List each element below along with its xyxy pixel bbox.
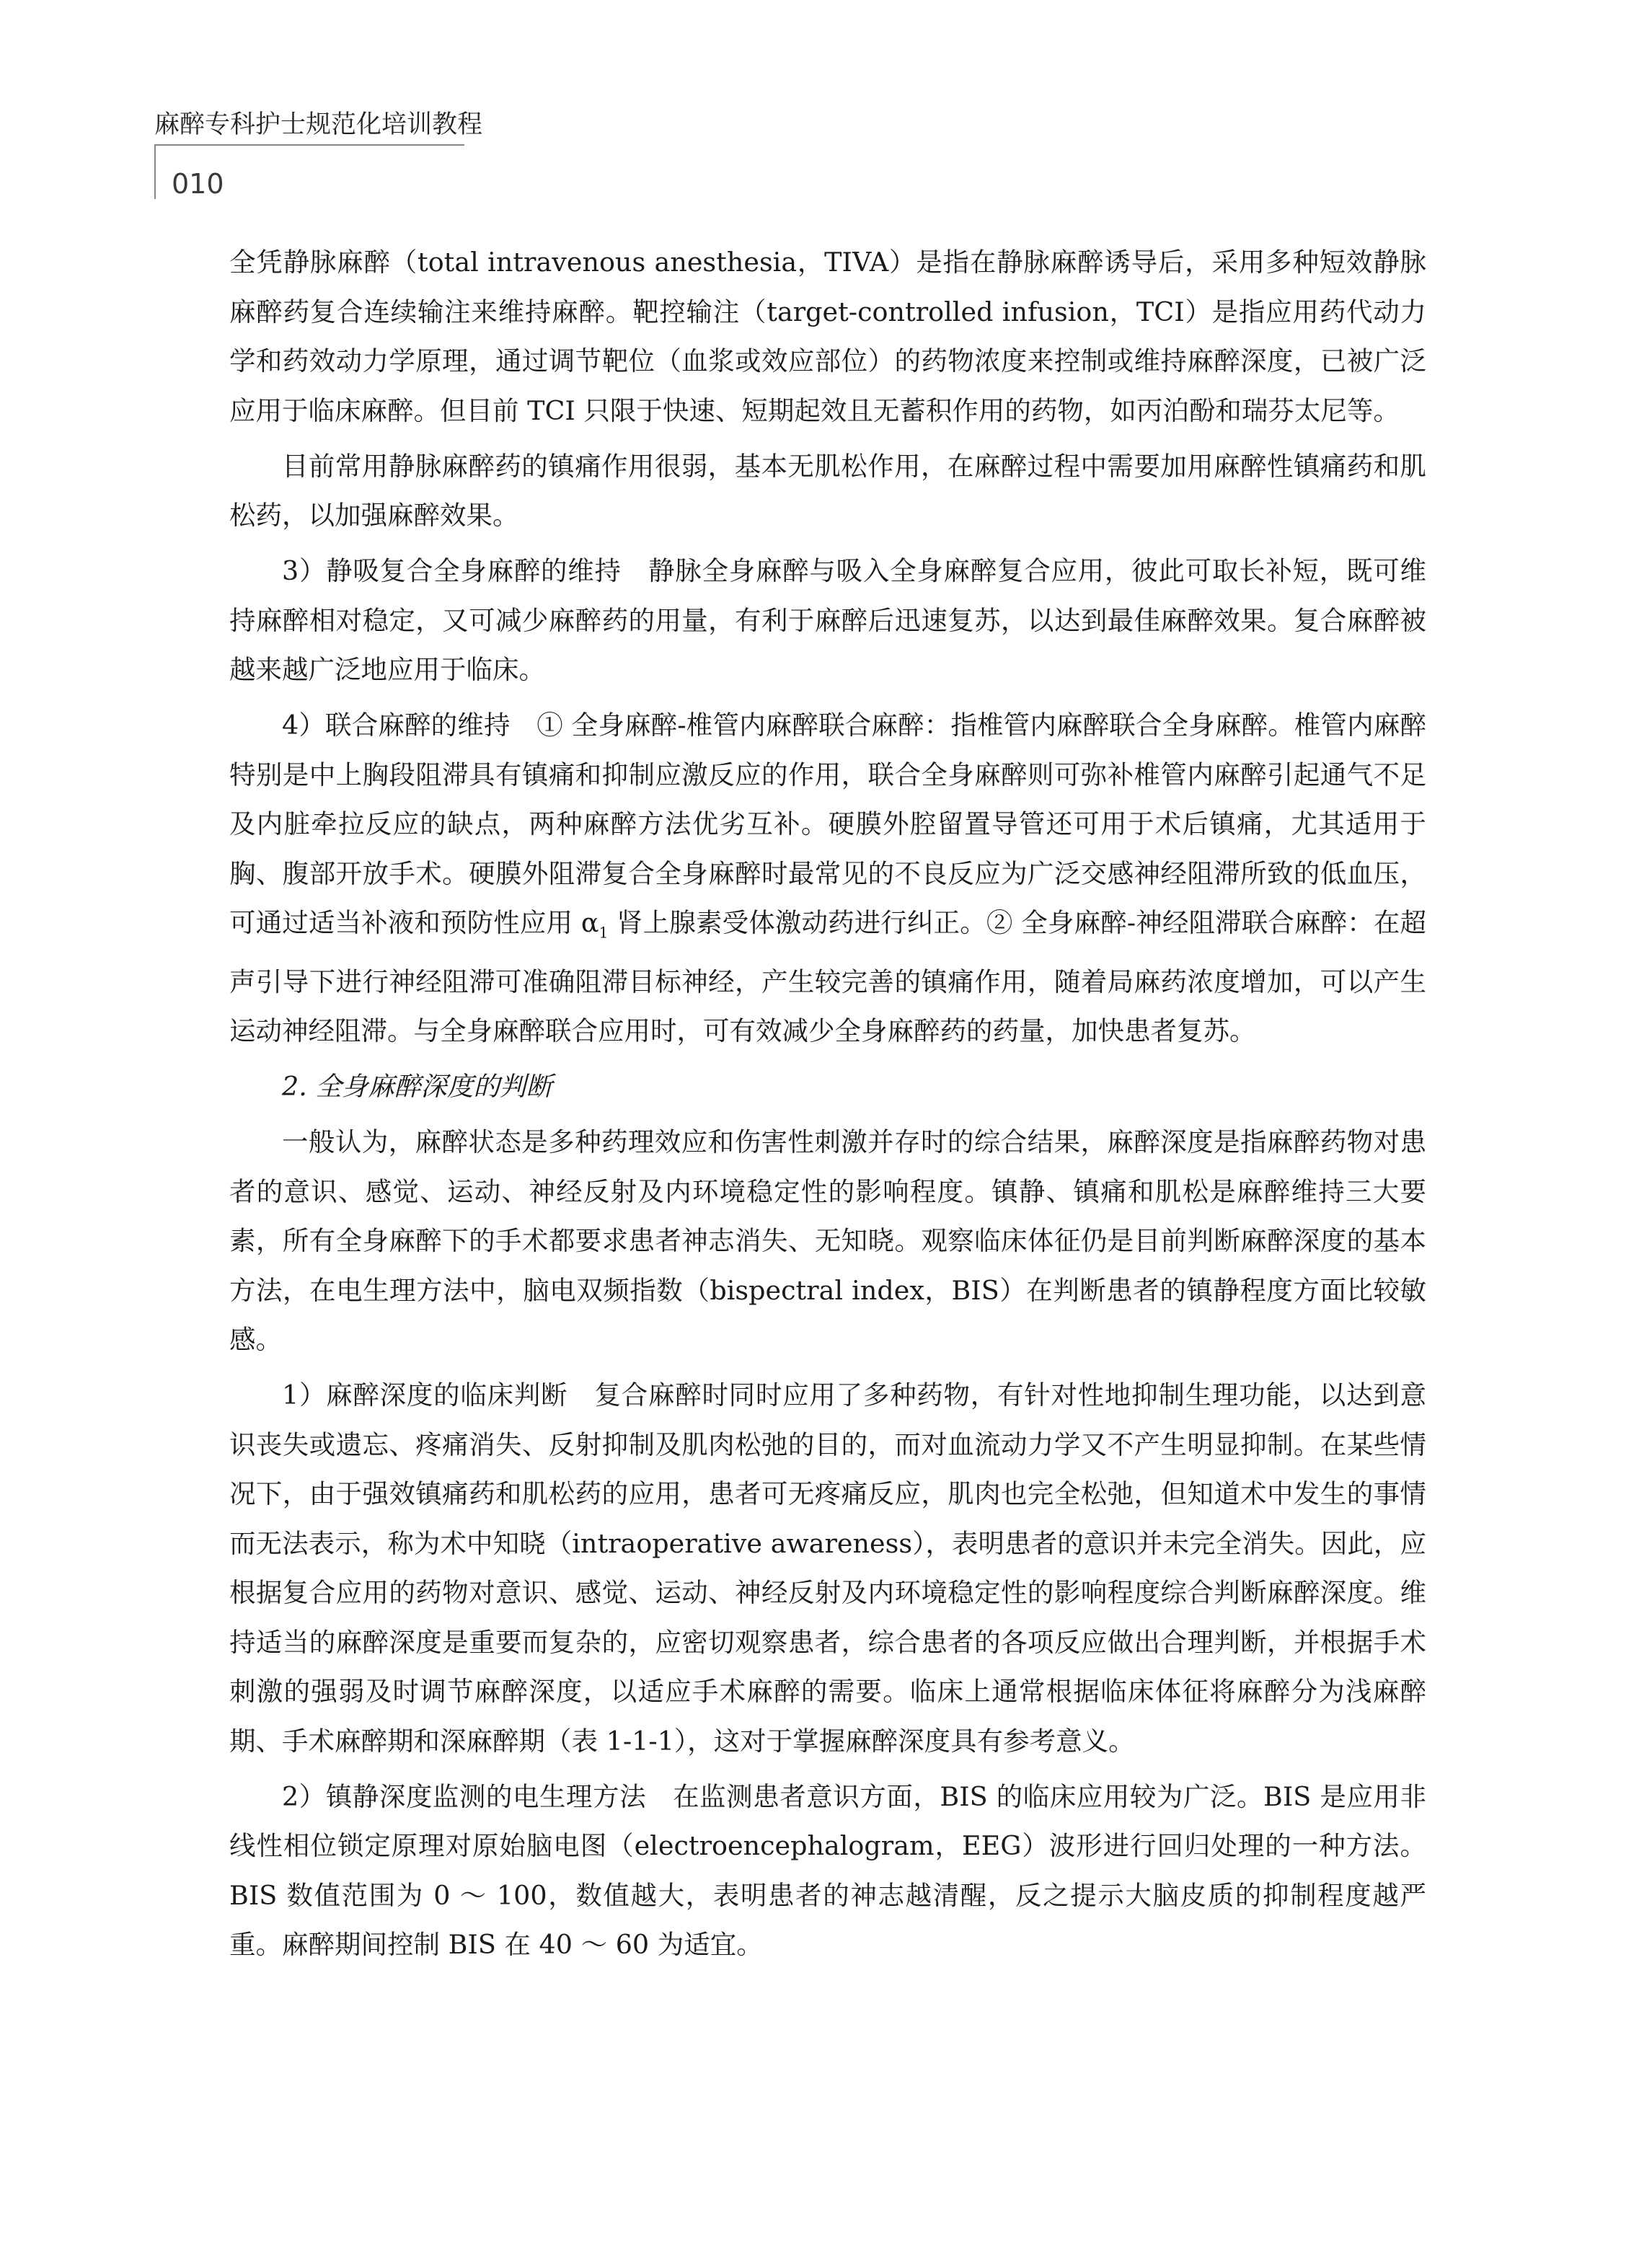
paragraph-combined-iv-inhalation: 3）静吸复合全身麻醉的维持 静脉全身麻醉与吸入全身麻醉复合应用，彼此可取长补短，既可维持麻醉相对稳定，又可减少麻醉药的用量，有利于麻醉后迅速复苏，以达到最佳麻醉效果。复合麻醉被越来越广泛地应用于临床。 <box>229 555 1426 685</box>
paragraph-anesthesia-depth: 一般认为，麻醉状态是多种药理效应和伤害性刺激并存时的综合结果，麻醉深度是指麻醉药物对患者的意识、感觉、运动、神经反射及内环境稳定性的影响程度。镇静、镇痛和肌松是麻醉维持三大要素，所有全身麻醉下的手术都要求患者神志消失、无知晓。观察临床体征仍是目前判断麻醉深度的基本方法，在电生理方法中，脑电双频指数（bispectral index，BIS）在判断患者的镇静程度方面比较敏感。 <box>229 1126 1426 1356</box>
paragraph-iv-analgesia: 目前常用静脉麻醉药的镇痛作用很弱，基本无肌松作用，在麻醉过程中需要加用麻醉性镇痛药和肌松药，以加强麻醉效果。 <box>229 450 1426 531</box>
paragraph-bis-monitoring: 2）镇静深度监测的电生理方法 在监测患者意识方面，BIS 的临床应用较为广泛。BIS 是应用非线性相位锁定原理对原始脑电图（electroencephalogram，EEG）波形进行回归处理的一种方法。BIS 数值范围为 0 ～ 100，数值越大，表明患者的神志越清醒，反之提示大脑皮质的抑制程度越严重。麻醉期间控制 BIS 在 40 ～ 60 为适宜。 <box>229 1780 1426 1961</box>
paragraph-clinical-judgement: 1）麻醉深度的临床判断 复合麻醉时同时应用了多种药物，有针对性地抑制生理功能，以达到意识丧失或遗忘、疼痛消失、反射抑制及肌肉松弛的目的，而对血流动力学又不产生明显抑制。在某些情况下，由于强效镇痛药和肌松药的应用，患者可无疼痛反应，肌肉也完全松弛，但知道术中发生的事情而无法表示，称为术中知晓（intraoperative awareness），表明患者的意识并未完全消失。因此，应根据复合应用的药物对意识、感觉、运动、神经反射及内环境稳定性的影响程度综合判断麻醉深度。维持适当的麻醉深度是重要而复杂的，应密切观察患者，综合患者的各项反应做出合理判断，并根据手术刺激的强弱及时调节麻醉深度，以适应手术麻醉的需要。临床上通常根据临床体征将麻醉分为浅麻醉期、手术麻醉期和深麻醉期（表 1-1-1），这对于掌握麻醉深度具有参考意义。 <box>229 1379 1426 1757</box>
section-heading: 2. 全身麻醉深度的判断 <box>282 1071 552 1103</box>
paragraph-combined-anesthesia <box>229 701 1426 1056</box>
body-text <box>229 238 1426 1976</box>
page-number: 010 <box>172 168 224 200</box>
book-title: 麻醉专科护士规范化培训教程 <box>154 110 483 139</box>
page-number-rule <box>154 144 156 199</box>
paragraph-combined-anesthesia-part2: 肾上腺素受体激动药进行纠正。② 全身麻醉-神经阻滞联合麻醉：在超声引导下进行神经阻滞可准确阻滞目标神经，产生较完善的镇痛作用，随着局麻药浓度增加，可以产生运动神经阻滞。与全身麻醉联合应用时，可有效减少全身麻醉药的药量，加快患者复苏。 <box>229 907 1426 1047</box>
paragraph-tiva: 全凭静脉麻醉（total intravenous anesthesia，TIVA）是指在静脉麻醉诱导后，采用多种短效静脉麻醉药复合连续输注来维持麻醉。靶控输注（target-controlled infusion，TCI）是指应用药代动力学和药效动力学原理，通过调节靶位（血浆或效应部位）的药物浓度来控制或维持麻醉深度，已被广泛应用于临床麻醉。但目前 TCI 只限于快速、短期起效且无蓄积作用的药物，如丙泊酚和瑞芬太尼等。 <box>229 247 1426 426</box>
header-rule <box>154 144 464 146</box>
paragraph-combined-anesthesia-part1: 4）联合麻醉的维持 ① 全身麻醉-椎管内麻醉联合麻醉：指椎管内麻醉联合全身麻醉。椎管内麻醉特别是中上胸段阻滞具有镇痛和抑制应激反应的作用，联合全身麻醉则可弥补椎管内麻醉引起通气不足及内脏牵拉反应的缺点，两种麻醉方法优劣互补。硬膜外腔留置导管还可用于术后镇痛，尤其适用于胸、腹部开放手术。硬膜外阻滞复合全身麻醉时最常见的不良反应为广泛交感神经阻滞所致的低血压，可通过适当补液和预防性应用 α <box>229 710 1426 938</box>
alpha-subscript: 1 <box>598 924 609 942</box>
